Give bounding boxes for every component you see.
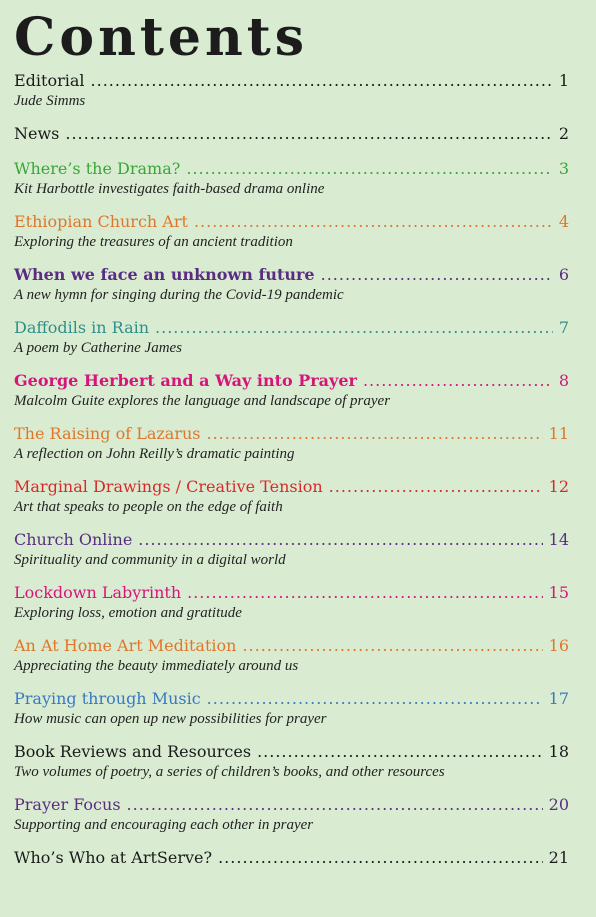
entry-line xyxy=(14,123,569,145)
entry-title: Book Reviews and Resources xyxy=(14,742,252,761)
entry-line xyxy=(14,635,569,657)
entry-page-number: 2 xyxy=(558,124,569,143)
entry-subtitle: Exploring loss, emotion and gratitude xyxy=(14,605,242,621)
entry-subtitle: Kit Harbottle investigates faith-based drama online xyxy=(14,181,325,197)
entry-line xyxy=(14,794,569,816)
entry-title: News xyxy=(14,124,60,143)
dot-leader xyxy=(207,423,543,445)
entry-title: Editorial xyxy=(14,71,85,90)
entry-line xyxy=(14,264,569,286)
contents-entry[interactable] xyxy=(14,794,569,835)
page-title: Contents xyxy=(14,7,309,68)
contents-entry[interactable] xyxy=(14,158,569,199)
entry-page-number: 21 xyxy=(548,848,569,867)
contents-entry[interactable] xyxy=(14,529,569,570)
entry-title: When we face an unknown future xyxy=(14,265,315,284)
entry-subtitle: A new hymn for singing during the Covid-19 pandemic xyxy=(14,287,344,303)
contents-entry[interactable] xyxy=(14,741,569,782)
entry-page-number: 20 xyxy=(548,795,569,814)
entry-title: Daffodils in Rain xyxy=(14,318,150,337)
entry-line xyxy=(14,476,569,498)
entry-subtitle: Exploring the treasures of an ancient tradition xyxy=(14,234,293,250)
entry-page-number: 12 xyxy=(548,477,569,496)
entry-subtitle: How music can open up new possibilities for prayer xyxy=(14,711,327,727)
entry-page-number: 4 xyxy=(558,212,569,231)
dot-leader xyxy=(363,370,553,392)
entry-title: The Raising of Lazarus xyxy=(14,424,201,443)
entry-title: George Herbert and a Way into Prayer xyxy=(14,371,357,390)
dot-leader xyxy=(127,794,543,816)
contents-entry[interactable] xyxy=(14,423,569,464)
contents-entry[interactable] xyxy=(14,370,569,411)
dot-leader xyxy=(65,123,552,145)
contents-entry[interactable] xyxy=(14,847,569,869)
entry-line xyxy=(14,211,569,233)
entry-line xyxy=(14,582,569,604)
contents-entry[interactable] xyxy=(14,123,569,145)
entry-subtitle: Jude Simms xyxy=(14,93,86,109)
entry-title: Prayer Focus xyxy=(14,795,121,814)
entry-subtitle: Spirituality and community in a digital world xyxy=(14,552,286,568)
entry-title: Lockdown Labyrinth xyxy=(14,583,182,602)
dot-leader xyxy=(218,847,543,869)
entry-page-number: 17 xyxy=(548,689,569,708)
entry-line xyxy=(14,688,569,710)
contents-entry[interactable] xyxy=(14,317,569,358)
dot-leader xyxy=(329,476,543,498)
entry-subtitle: Appreciating the beauty immediately around us xyxy=(14,658,299,674)
contents-entry[interactable] xyxy=(14,582,569,623)
dot-leader xyxy=(207,688,543,710)
contents-entry[interactable] xyxy=(14,635,569,676)
entry-page-number: 1 xyxy=(558,71,569,90)
entry-title: Marginal Drawings / Creative Tension xyxy=(14,477,323,496)
dot-leader xyxy=(187,582,543,604)
entry-title: Ethiopian Church Art xyxy=(14,212,188,231)
dot-leader xyxy=(194,211,553,233)
entry-page-number: 11 xyxy=(548,424,569,443)
contents-entry[interactable] xyxy=(14,264,569,305)
entry-page-number: 3 xyxy=(558,159,569,178)
entry-line xyxy=(14,317,569,339)
entry-subtitle: A poem by Catherine James xyxy=(14,340,183,356)
entry-line xyxy=(14,741,569,763)
entry-line xyxy=(14,847,569,869)
entry-page-number: 16 xyxy=(548,636,569,655)
contents-entry[interactable] xyxy=(14,688,569,729)
entry-page-number: 6 xyxy=(558,265,569,284)
entry-subtitle: Supporting and encouraging each other in prayer xyxy=(14,817,314,833)
contents-entry[interactable] xyxy=(14,476,569,517)
entry-subtitle: A reflection on John Reilly’s dramatic painting xyxy=(14,446,295,462)
entry-title: Where’s the Drama? xyxy=(14,159,181,178)
entry-line xyxy=(14,370,569,392)
entry-subtitle: Two volumes of poetry, a series of children’s books, and other resources xyxy=(14,764,445,780)
contents-list xyxy=(14,70,569,869)
dot-leader xyxy=(257,741,543,763)
contents-entry[interactable] xyxy=(14,70,569,111)
entry-title: Who’s Who at ArtServe? xyxy=(14,848,213,867)
dot-leader xyxy=(242,635,542,657)
entry-page-number: 18 xyxy=(548,742,569,761)
contents-entry[interactable] xyxy=(14,211,569,252)
dot-leader xyxy=(91,70,553,92)
dot-leader xyxy=(155,317,553,339)
entry-line xyxy=(14,423,569,445)
entry-page-number: 14 xyxy=(548,530,569,549)
entry-subtitle: Art that speaks to people on the edge of faith xyxy=(14,499,283,515)
entry-line xyxy=(14,529,569,551)
dot-leader xyxy=(138,529,542,551)
entry-page-number: 15 xyxy=(548,583,569,602)
entry-subtitle: Malcolm Guite explores the language and landscape of prayer xyxy=(14,393,391,409)
entry-page-number: 8 xyxy=(558,371,569,390)
entry-title: Church Online xyxy=(14,530,133,549)
entry-page-number: 7 xyxy=(558,318,569,337)
dot-leader xyxy=(321,264,553,286)
entry-line xyxy=(14,70,569,92)
entry-title: Praying through Music xyxy=(14,689,201,708)
entry-title: An At Home Art Meditation xyxy=(14,636,237,655)
dot-leader xyxy=(186,158,553,180)
entry-line xyxy=(14,158,569,180)
